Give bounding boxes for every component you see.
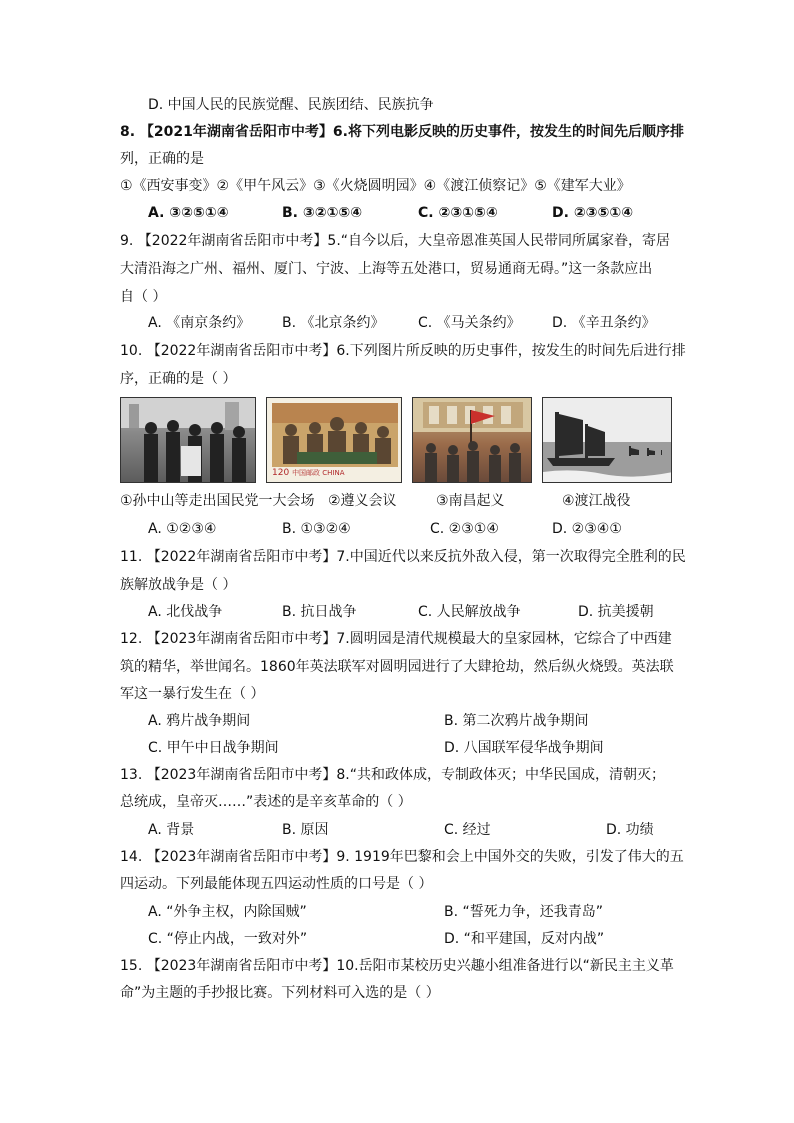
q9-stem-line3: 自（ ） [120, 289, 167, 305]
q10-caption-4: ④渡江战役 [562, 493, 631, 509]
q15-stem-line1: 15. 【2023年湖南省岳阳市中考】10.岳阳市某校历史兴趣小组准备进行以“新民主主义革 [120, 958, 674, 974]
q14-option-d: D. “和平建国，反对内战” [444, 931, 605, 947]
q14-option-b: B. “誓死力争，还我青岛” [444, 904, 604, 920]
q8-option-d: D. ②③⑤①④ [552, 205, 634, 221]
q10-option-d: D. ②③④① [552, 521, 622, 537]
q11-option-d: D. 抗美援朝 [578, 604, 654, 620]
q13-option-b: B. 原因 [282, 822, 329, 838]
q11-option-c: C. 人民解放战争 [418, 604, 521, 620]
q8-items: ①《西安事变》②《甲午风云》③《火烧圆明园》④《渡江侦察记》⑤《建军大业》 [120, 178, 631, 194]
q10-option-a: A. ①②③④ [148, 521, 217, 537]
q8-stem-line1: 8. 【2021年湖南省岳阳市中考】6.将下列电影反映的历史事件，按发生的时间先后顺序排 [120, 124, 684, 140]
q10-caption-2: ②遵义会议 [328, 493, 397, 509]
q11-stem-line1: 11. 【2022年湖南省岳阳市中考】7.中国近代以来反抗外敌入侵，第一次取得完全胜利的民 [120, 549, 686, 565]
q8-option-b: B. ③②①⑤④ [282, 205, 363, 221]
q9-stem-line1: 9. 【2022年湖南省岳阳市中考】5.“自今以后，大皇帝恩准英国人民带同所属家眷，寄居 [120, 233, 671, 249]
q10-option-b: B. ①③②④ [282, 521, 351, 537]
q10-option-c: C. ②③①④ [430, 521, 499, 537]
q14-stem-line2: 四运动。下列最能体现五四运动性质的口号是（ ） [120, 876, 433, 892]
q12-option-d: D. 八国联军侵华战争期间 [444, 740, 604, 756]
q10-stem-line1: 10. 【2022年湖南省岳阳市中考】6.下列图片所反映的历史事件，按发生的时间先后进行排 [120, 343, 686, 359]
q9-option-c: C. 《马关条约》 [418, 315, 521, 331]
q9-option-a: A. 《南京条约》 [148, 315, 251, 331]
q10-stem-line2: 序，正确的是（ ） [120, 371, 237, 387]
q11-stem-line2: 族解放战争是（ ） [120, 577, 237, 593]
q9-option-d: D. 《辛丑条约》 [552, 315, 656, 331]
q9-stem-line2: 大清沿海之广州、福州、厦门、宁波、上海等五处港口，贸易通商无碍。”这一条款应出 [120, 261, 653, 277]
q13-option-a: A. 背景 [148, 822, 195, 838]
q14-stem-line1: 14. 【2023年湖南省岳阳市中考】9. 1919年巴黎和会上中国外交的失败，引发了伟大的五 [120, 849, 684, 865]
q10-caption-1: ①孙中山等走出国民党一大会场 [120, 493, 315, 509]
photo-nanchang-uprising [412, 397, 532, 483]
photo-kmt-congress [120, 397, 256, 483]
stamp-value: 120 [272, 468, 290, 478]
q12-option-b: B. 第二次鸦片战争期间 [444, 713, 589, 729]
q8-option-c: C. ②③①⑤④ [418, 205, 498, 221]
q7-option-d: D. 中国人民的民族觉醒、民族团结、民族抗争 [148, 97, 434, 113]
q12-option-c: C. 甲午中日战争期间 [148, 740, 279, 756]
photo-zunyi-stamp [266, 397, 402, 483]
q11-option-a: A. 北伐战争 [148, 604, 223, 620]
q14-option-a: A. “外争主权，内除国贼” [148, 904, 307, 920]
q12-option-a: A. 鸦片战争期间 [148, 713, 251, 729]
q12-stem-line3: 军这一暴行发生在（ ） [120, 686, 265, 702]
q8-option-a: A. ③②⑤①④ [148, 205, 229, 221]
photo-yangtze-crossing [542, 397, 672, 483]
q10-caption-3: ③南昌起义 [436, 493, 505, 509]
q12-stem-line2: 筑的精华，举世闻名。1860年英法联军对圆明园进行了大肆抢劫，然后纵火烧毁。英法联 [120, 659, 674, 675]
stamp-label: 中国邮政 CHINA [292, 469, 345, 477]
q13-stem-line2: 总统成，皇帝灭……”表述的是辛亥革命的（ ） [120, 794, 412, 810]
q8-stem-line2: 列，正确的是 [120, 151, 204, 167]
q11-option-b: B. 抗日战争 [282, 604, 357, 620]
q14-option-c: C. “停止内战，一致对外” [148, 931, 308, 947]
q10-photo-strip [120, 397, 672, 483]
q12-stem-line1: 12. 【2023年湖南省岳阳市中考】7.圆明园是清代规模最大的皇家园林，它综合了中西建 [120, 631, 672, 647]
q13-option-d: D. 功绩 [606, 822, 654, 838]
q13-stem-line1: 13. 【2023年湖南省岳阳市中考】8.“共和政体成，专制政体灭；中华民国成，清朝灭； [120, 767, 665, 783]
q9-option-b: B. 《北京条约》 [282, 315, 385, 331]
q15-stem-line2: 命”为主题的手抄报比赛。下列材料可入选的是（ ） [120, 985, 440, 1001]
q13-option-c: C. 经过 [444, 822, 491, 838]
